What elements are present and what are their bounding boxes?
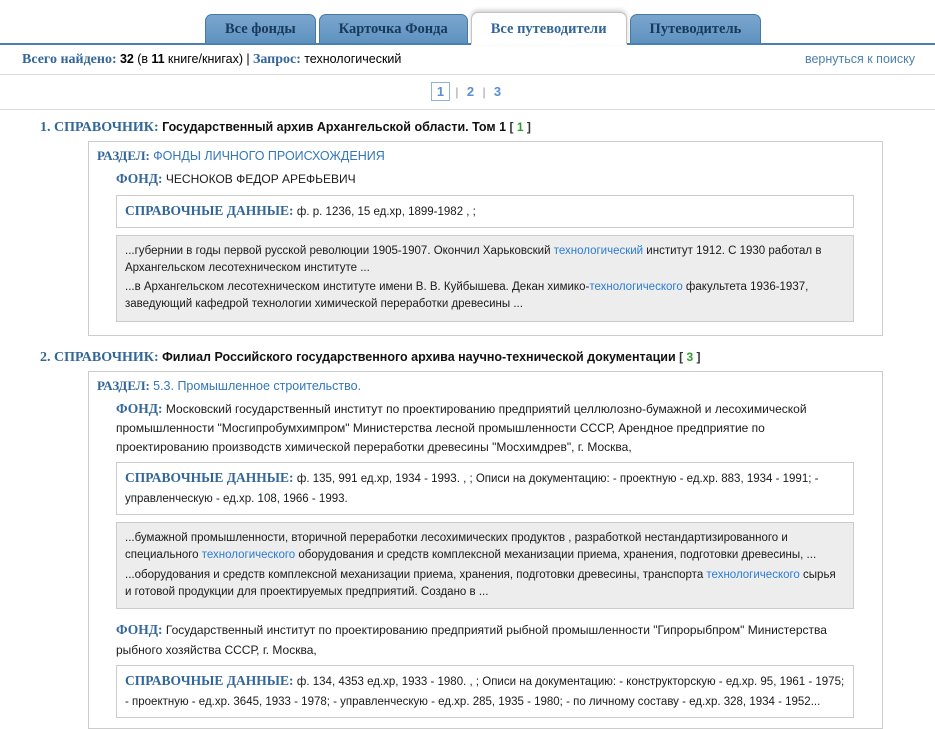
result-type-label: 1. СПРАВОЧНИК: <box>40 120 163 135</box>
reference-data-label: СПРАВОЧНЫЕ ДАННЫЕ: <box>125 202 297 218</box>
snippet-box <box>116 235 854 322</box>
tab-all-fonds[interactable]: Все фонды <box>205 14 316 43</box>
tab-all-guides[interactable]: Все путеводители <box>471 12 627 45</box>
fond-row <box>116 398 854 458</box>
pagination-separator: | <box>452 85 462 99</box>
pagination-page-link[interactable]: 3 <box>493 84 502 99</box>
fond-label: ФОНД: <box>116 400 166 416</box>
snippet-text: ...бумажной промышленности, вторичной переработки лесохимических продуктов , разработкой нестандартизированного и специального <box>125 532 788 562</box>
search-term-highlight[interactable]: технологический <box>553 244 644 257</box>
fond-label: ФОНД: <box>116 622 166 638</box>
result-item <box>40 350 883 729</box>
summary-divider: | <box>246 52 250 66</box>
pagination <box>0 75 935 110</box>
reference-data-box <box>116 462 854 515</box>
reference-data-value: ф. р. 1236, 15 ед.хр, 1899-1982 , ; <box>296 205 476 218</box>
reference-data-box <box>116 665 854 718</box>
snippet-text: ...губернии в годы первой русской революции 1905-1907. Окончил Харьковский <box>125 244 554 257</box>
fond-name: Московский государственный институт по проектированию предприятий целлюлозно-бумажной и лесохимической промышленности "Мосгипробумхимпром" Министерства лесной промышленности СССР, Арендное предприятие по проектированию производств химической переработки древесины "Мосхимдрев", г. Москва, <box>116 401 807 455</box>
fond-block <box>116 619 874 718</box>
section-label: РАЗДЕЛ: <box>97 377 154 393</box>
search-results-list <box>0 120 935 729</box>
results-summary <box>22 52 401 68</box>
result-count[interactable]: 1 <box>516 120 524 134</box>
snippet-text: оборудования и средств комплексной механизации приема, хранения, подготовки древесины, ... <box>295 549 817 562</box>
snippet-text: факультета 1936-1937, заведующий кафедрой технологии химической переработки древесины ... <box>125 281 809 311</box>
reference-data-label: СПРАВОЧНЫЕ ДАННЫЕ: <box>125 673 297 688</box>
result-header <box>40 350 883 366</box>
snippet-line <box>125 567 845 602</box>
tabs-bar <box>0 12 935 45</box>
found-count: 32 <box>119 52 134 66</box>
result-header <box>40 120 883 136</box>
section-block <box>88 371 883 729</box>
section-link[interactable]: ФОНДЫ ЛИЧНОГО ПРОИСХОЖДЕНИЯ <box>153 149 385 163</box>
fond-row <box>116 619 854 660</box>
tab-fond-card[interactable]: Карточка Фонда <box>319 14 468 43</box>
result-count[interactable]: 3 <box>686 349 694 364</box>
found-label: Всего найдено: <box>22 52 117 67</box>
in-books-suffix: книге/книгах) <box>167 52 243 66</box>
snippet-line <box>125 279 845 314</box>
pagination-page-link[interactable]: 2 <box>466 84 475 99</box>
snippet-line <box>125 243 845 278</box>
search-term-highlight[interactable]: технологического <box>589 281 683 294</box>
fond-row <box>116 168 854 190</box>
snippet-text: сырья и готовой продукции для проектируемых предприятий. Создано в ... <box>125 568 836 598</box>
back-to-search-link[interactable]: вернуться к поиску <box>804 52 915 66</box>
fond-label: ФОНД: <box>116 171 166 186</box>
pagination-current-page: 1 <box>431 82 450 101</box>
section-row <box>97 148 874 164</box>
fond-block <box>116 168 874 322</box>
reference-data-box <box>116 195 854 228</box>
snippet-text: ...в Архангельском лесотехническом институте имени В. В. Куйбышева. Декан химико- <box>125 281 590 294</box>
query-value: технологический <box>304 52 402 66</box>
count-bracket-open: [ <box>509 120 517 134</box>
search-term-highlight[interactable]: технологического <box>201 549 296 562</box>
section-link[interactable]: 5.3. Промышленное строительство. <box>153 378 362 393</box>
query-label: Запрос: <box>252 52 301 67</box>
book-count: 11 <box>151 52 165 66</box>
tab-guide[interactable]: Путеводитель <box>630 14 762 43</box>
snippet-text: институт 1912. С 1930 работал в Архангельском лесотехническом институте ... <box>125 244 822 274</box>
reference-data-value: ф. 134, 4353 ед.хр, 1933 - 1980. , ; Описи на документацию: - конструкторскую - ед.хр. 95, 1961 - 1975; - проектную - ед.хр. 3645, 1933 - 1978; - управленческую - ед.хр. 285, 1935 - 1980; - по личному составу - ед.хр. 328, 1934 - 1952... <box>125 676 845 708</box>
count-bracket-open: [ <box>679 349 687 364</box>
count-bracket-close: ] <box>523 120 531 134</box>
reference-data-value: ф. 135, 991 ед.хр, 1934 - 1993. , ; Описи на документацию: - проектную - ед.хр. 883, 1934 - 1991; - управленческую - ед.хр. 108, 1966 - 1993. <box>125 473 819 506</box>
result-item <box>40 120 883 336</box>
snippet-text: ...оборудования и средств комплексной механизации приема, хранения, подготовки древесины, транспорта <box>125 568 707 581</box>
fond-name: Государственный институт по проектированию предприятий рыбной промышленности "Гипрорыбпром" Министерства рыбного хозяйства СССР, г. Москва, <box>116 623 827 657</box>
snippet-box <box>116 522 854 609</box>
result-type-label: 2. СПРАВОЧНИК: <box>40 349 163 365</box>
snippet-line <box>125 530 845 565</box>
fond-block <box>116 398 874 610</box>
pagination-separator: | <box>479 85 489 99</box>
reference-data-label: СПРАВОЧНЫЕ ДАННЫЕ: <box>125 470 297 486</box>
result-title: Государственный архив Архангельской области. Том 1 <box>162 120 510 134</box>
in-books-prefix: (в <box>137 52 149 66</box>
result-title: Филиал Российского государственного архива научно-технической документации <box>162 349 680 364</box>
count-bracket-close: ] <box>693 349 701 364</box>
results-summary-bar <box>0 45 935 75</box>
section-label: РАЗДЕЛ: <box>97 148 154 163</box>
section-block <box>88 141 883 336</box>
search-term-highlight[interactable]: технологического <box>706 568 800 581</box>
fond-name: ЧЕСНОКОВ ФЕДОР АРЕФЬЕВИЧ <box>165 172 356 186</box>
section-row <box>97 378 874 394</box>
